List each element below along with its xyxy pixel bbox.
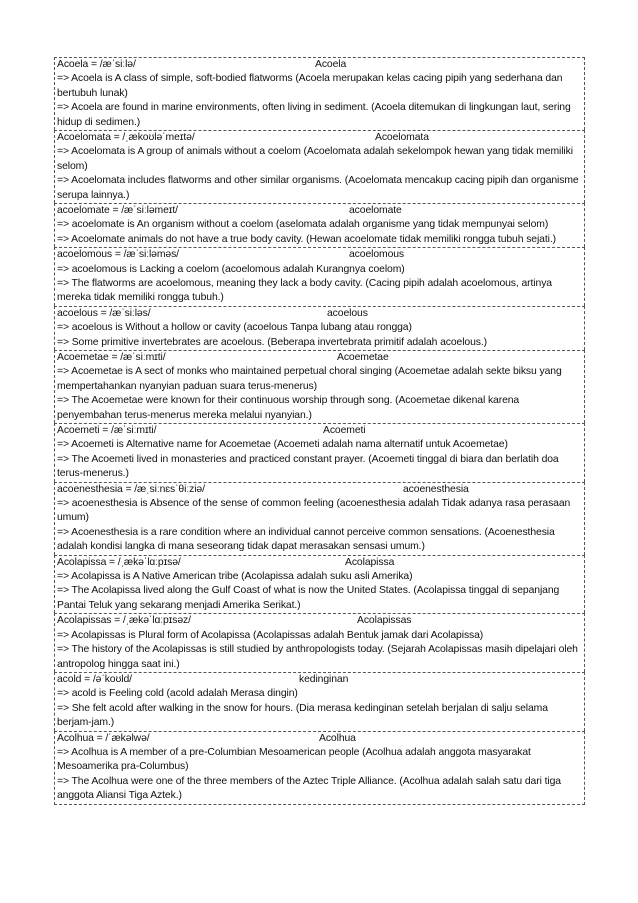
headword-pronunciation: acoelomate = /æˈsiːləmeɪt/ — [57, 205, 178, 217]
translation: Acoemeti — [323, 425, 366, 437]
example: => The Acolhua were one of the three members of the Aztec Triple Alliance. (Acolhua adalah salah satu dari tiga anggota Aliansi Tiga Aztek.) — [57, 775, 561, 802]
entry-head — [57, 673, 581, 687]
entry — [54, 613, 585, 672]
entry-head — [57, 556, 581, 570]
example: => The Acolapissa lived along the Gulf Coast of what is now the United States. (Acolapissa tinggal di sepanjang Pantai Teluk yang sekarang menjadi Amerika Serikat.) — [57, 585, 560, 611]
entry — [54, 203, 585, 247]
definition: => Acolhua is A member of a pre-Columbian Mesoamerican people (Acolhua adalah anggota masyarakat Mesoamerika pra-Columbus) — [57, 746, 531, 773]
entry — [54, 306, 585, 350]
entry-head — [57, 424, 581, 438]
translation: Acoemetae — [337, 352, 389, 364]
definition: => acoelomous is Lacking a coelom (acoelomous adalah Kurangnya coelom) — [57, 263, 405, 275]
definition: => Acoemetae is A sect of monks who maintained perpetual choral singing (Acoemetae adalah sekte biksu yang mempertahankan nyanyian paduan suara terus-menerus) — [57, 366, 562, 392]
entry-head — [57, 204, 581, 218]
entry — [54, 482, 585, 555]
headword-pronunciation: Acolapissa = /ˌækəˈlɑːpɪsə/ — [57, 556, 181, 568]
example: => Some primitive invertebrates are acoelous. (Beberapa invertebrata primitif adalah acoelous.) — [57, 336, 488, 348]
headword-pronunciation: Acolhua = /ˈækəlwə/ — [57, 732, 150, 744]
headword-pronunciation: acoelomous = /æˈsiːləməs/ — [57, 249, 179, 261]
definition: => Acoemeti is Alternative name for Acoemetae (Acoemeti adalah nama alternatif untuk Acoemetae) — [57, 439, 508, 451]
example: => Acoenesthesia is a rare condition where an individual cannot perceive common sensations. (Acoenesthesia adalah kondisi langka di mana seseorang tidak dapat merasakan sensasi umum.) — [57, 526, 555, 553]
translation: kedinginan — [299, 673, 349, 685]
translation: Acolapissas — [357, 615, 412, 627]
example: => Acoela are found in marine environments, often living in sediment. (Acoela ditemukan di lingkungan laut, sering hidup di sedimen.) — [57, 102, 571, 128]
definition: => Acolapissas is Plural form of Acolapissa (Acolapissas adalah Bentuk jamak dari Acolapissa) — [57, 629, 484, 641]
headword-pronunciation: acoelous = /æˈsiːləs/ — [57, 307, 151, 319]
example: => Acoelomate animals do not have a true body cavity. (Hewan acoelomate tidak memiliki rongga tubuh sejati.) — [57, 233, 557, 245]
translation: Acolapissa — [345, 556, 395, 568]
entry-head — [57, 614, 581, 628]
example: => She felt acold after walking in the snow for hours. (Dia merasa kedinginan setelah berjalan di salju selama berjam-jam.) — [57, 702, 548, 729]
entry-head — [57, 131, 581, 145]
entry-head — [57, 351, 581, 365]
definition: => Acoela is A class of simple, soft-bodied flatworms (Acoela merupakan kelas cacing pipih yang sederhana dan bertubuh lunak) — [57, 73, 563, 99]
definition: => acoelous is Without a hollow or cavity (acoelous Tanpa lubang atau rongga) — [57, 322, 412, 334]
definition: => acoenesthesia is Absence of the sense of common feeling (acoenesthesia adalah Tidak adanya rasa perasaan umum) — [57, 498, 571, 524]
definition: => acoelomate is An organism without a coelom (aselomata adalah organisme yang tidak mempunyai selom) — [57, 219, 549, 231]
entry — [54, 247, 585, 306]
headword-pronunciation: Acoemetae = /æˈsiːmɪti/ — [57, 352, 166, 364]
translation: Acolhua — [319, 732, 356, 744]
entry-head — [57, 732, 581, 746]
entry — [54, 731, 585, 805]
entry-head — [57, 248, 581, 262]
example: => The history of the Acolapissas is still studied by anthropologists today. (Sejarah Acolapissas masih dipelajari oleh antropolog hingga saat ini.) — [57, 644, 578, 670]
entry — [54, 423, 585, 482]
definition: => acold is Feeling cold (acold adalah Merasa dingin) — [57, 688, 298, 700]
entry-head — [57, 307, 581, 321]
entry — [54, 57, 585, 130]
translation: acoenesthesia — [403, 483, 469, 495]
example: => The Acoemetae were known for their continuous worship through song. (Acoemetae dikenal karena penyembahan terus-menerus mereka melalui nyanyian.) — [57, 395, 520, 421]
entry — [54, 350, 585, 423]
headword-pronunciation: Acoemeti = /æˈsiːmɪti/ — [57, 425, 157, 437]
dictionary-sheet — [54, 57, 585, 805]
entry — [54, 130, 585, 203]
translation: acoelomate — [349, 205, 402, 217]
headword-pronunciation: acoenesthesia = /æˌsiːnɛsˈθiːziə/ — [57, 483, 205, 495]
entry-head — [57, 483, 581, 497]
headword-pronunciation: Acolapissas = /ˌækəˈlɑːpɪsəz/ — [57, 615, 191, 627]
example: => The flatworms are acoelomous, meaning they lack a body cavity. (Cacing pipih adalah acoelomous, artinya mereka tidak memiliki rongga tubuh.) — [57, 278, 552, 304]
entry — [54, 672, 585, 731]
entry-head — [57, 58, 581, 72]
translation: Acoela — [315, 59, 347, 70]
translation: acoelous — [327, 307, 368, 319]
example: => The Acoemeti lived in monasteries and practiced constant prayer. (Acoemeti tinggal di biara dan berlatih doa terus-menerus.) — [57, 453, 559, 480]
translation: Acoelomata — [375, 132, 429, 144]
example: => Acoelomata includes flatworms and other similar organisms. (Acoelomata mencakup cacing pipih dan organisme serupa lainnya.) — [57, 175, 579, 201]
headword-pronunciation: Acoelomata = /ˌækoʊləˈmeɪtə/ — [57, 132, 195, 144]
definition: => Acolapissa is A Native American tribe (Acolapissa adalah suku asli Amerika) — [57, 571, 413, 583]
entry — [54, 555, 585, 614]
headword-pronunciation: acold = /əˈkoʊld/ — [57, 673, 132, 685]
translation: acoelomous — [349, 249, 405, 261]
headword-pronunciation: Acoela = /æˈsiːlə/ — [57, 59, 136, 70]
definition: => Acoelomata is A group of animals without a coelom (Acoelomata adalah sekelompok hewan yang tidak memiliki selom) — [57, 146, 573, 172]
